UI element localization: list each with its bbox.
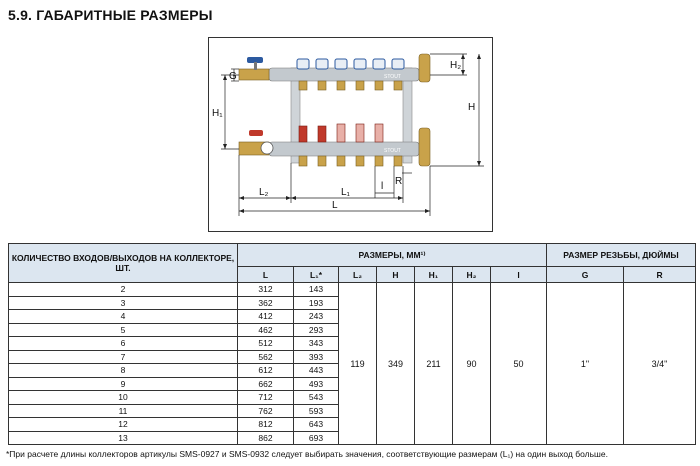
cell-qty: 10 [9, 391, 238, 405]
label-h2: H₂ [450, 60, 462, 71]
bottom-air-vent [419, 128, 430, 166]
cell-qty: 13 [9, 431, 238, 445]
cell-L1: 643 [294, 418, 339, 432]
cell-L: 462 [238, 323, 294, 337]
col-H: H [377, 267, 415, 283]
cell-qty: 8 [9, 364, 238, 378]
cell-qty: 11 [9, 404, 238, 418]
header-qty: КОЛИЧЕСТВО ВХОДОВ/ВЫХОДОВ НА КОЛЛЕКТОРЕ, ШТ. [9, 244, 238, 283]
section-title: 5.9. ГАБАРИТНЫЕ РАЗМЕРЫ [8, 7, 213, 23]
gauge [261, 142, 273, 154]
col-G: G [547, 267, 624, 283]
manifold-drawing [209, 38, 492, 231]
cell-H: 349 [377, 283, 415, 445]
col-L2: L₂ [339, 267, 377, 283]
col-l: l [491, 267, 547, 283]
cell-qty: 2 [9, 283, 238, 297]
cell-L1: 143 [294, 283, 339, 297]
cell-qty: 3 [9, 296, 238, 310]
footnote: *При расчете длины коллекторов артикулы SMS-0927 и SMS-0932 следует выбирать значения, соответствующие размерам (L₁) на один выход больше. [6, 449, 608, 459]
col-H2: H₂ [453, 267, 491, 283]
cell-L: 362 [238, 296, 294, 310]
cell-R: 3/4" [624, 283, 696, 445]
cell-L1: 193 [294, 296, 339, 310]
label-g: G [229, 71, 237, 82]
label-h: H [468, 102, 476, 113]
cell-L1: 293 [294, 323, 339, 337]
brand-mark-top: STOUT [384, 74, 401, 80]
cell-L: 762 [238, 404, 294, 418]
cell-L: 612 [238, 364, 294, 378]
cell-L1: 543 [294, 391, 339, 405]
cell-L1: 243 [294, 310, 339, 324]
cell-qty: 5 [9, 323, 238, 337]
cell-H2: 90 [453, 283, 491, 445]
label-l2: L₂ [259, 187, 269, 198]
label-l: L [332, 200, 338, 211]
col-H1: H₁ [415, 267, 453, 283]
dimensions-table [8, 243, 696, 445]
cell-L: 412 [238, 310, 294, 324]
cell-L: 812 [238, 418, 294, 432]
flow-meters [299, 124, 383, 142]
cell-L2: 119 [339, 283, 377, 445]
top-ball-valve [239, 69, 269, 80]
red-handle [249, 130, 263, 136]
col-L1: L₁* [294, 267, 339, 283]
cell-L1: 393 [294, 350, 339, 364]
cell-L1: 343 [294, 337, 339, 351]
manifold-diagram [208, 37, 493, 232]
cell-L1: 443 [294, 364, 339, 378]
col-R: R [624, 267, 696, 283]
label-l-small: l [381, 181, 384, 192]
cell-L: 562 [238, 350, 294, 364]
cell-G: 1" [547, 283, 624, 445]
cell-H1: 211 [415, 283, 453, 445]
label-h1: H₁ [212, 108, 223, 119]
cell-L: 662 [238, 377, 294, 391]
top-outlets [299, 81, 402, 90]
top-air-vent [419, 54, 430, 82]
cell-L: 712 [238, 391, 294, 405]
cell-L: 512 [238, 337, 294, 351]
cell-qty: 4 [9, 310, 238, 324]
top-valve-caps [297, 59, 404, 69]
cell-qty: 12 [9, 418, 238, 432]
cell-L1: 593 [294, 404, 339, 418]
header-thread: РАЗМЕР РЕЗЬБЫ, ДЮЙМЫ [547, 244, 696, 267]
brand-mark-bottom: STOUT [384, 148, 401, 154]
bottom-outlets [299, 156, 402, 166]
table-body [9, 283, 696, 445]
cell-L1: 493 [294, 377, 339, 391]
cell-qty: 7 [9, 350, 238, 364]
table-row [9, 283, 696, 297]
label-r: R [395, 176, 403, 187]
cell-L: 312 [238, 283, 294, 297]
cell-l: 50 [491, 283, 547, 445]
cell-L1: 693 [294, 431, 339, 445]
cell-qty: 9 [9, 377, 238, 391]
cell-L: 862 [238, 431, 294, 445]
cell-qty: 6 [9, 337, 238, 351]
header-sizes: РАЗМЕРЫ, ММ¹⁾ [238, 244, 547, 267]
col-L: L [238, 267, 294, 283]
label-l1: L₁ [341, 187, 350, 198]
